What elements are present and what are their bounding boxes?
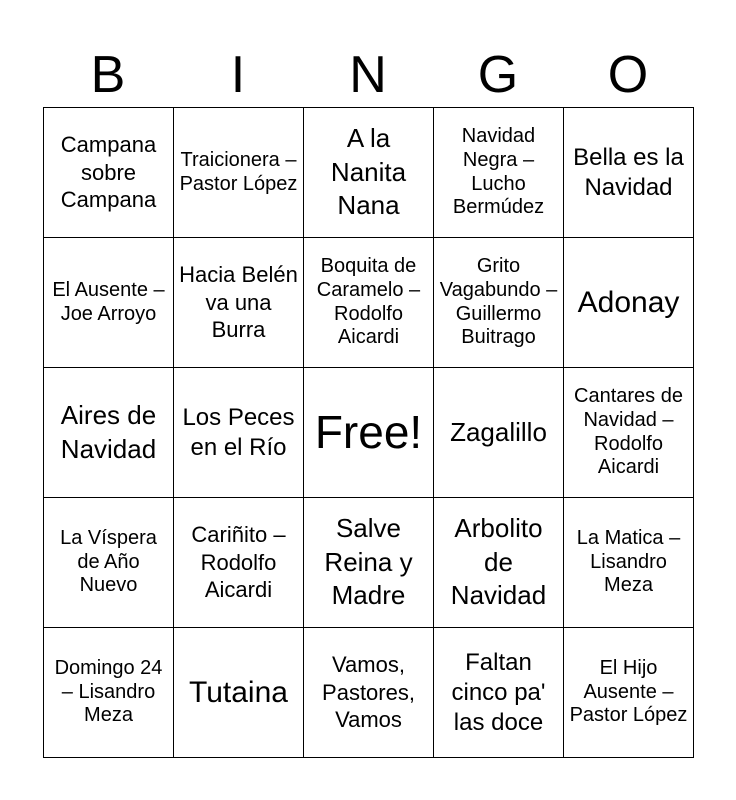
- bingo-cell: Salve Reina y Madre: [304, 498, 434, 628]
- board-row: [44, 628, 694, 758]
- bingo-cell: Faltan cinco pa' las doce: [434, 628, 564, 758]
- header-letter-i: I: [230, 46, 246, 104]
- bingo-cell: Grito Vagabundo – Guillermo Buitrago: [434, 238, 564, 368]
- header-letter-o: O: [607, 46, 649, 104]
- bingo-cell: Cantares de Navidad – Rodolfo Aicardi: [564, 368, 694, 498]
- board-row: [44, 238, 694, 368]
- bingo-cell: Navidad Negra – Lucho Bermúdez: [434, 108, 564, 238]
- bingo-cell: El Ausente – Joe Arroyo: [44, 238, 174, 368]
- bingo-cell: Cariñito – Rodolfo Aicardi: [174, 498, 304, 628]
- bingo-cell: Boquita de Caramelo – Rodolfo Aicardi: [304, 238, 434, 368]
- bingo-cell: A la Nanita Nana: [304, 108, 434, 238]
- bingo-cell: Traicionera – Pastor López: [174, 108, 304, 238]
- free-cell: Free!: [304, 368, 434, 498]
- header-letter-n: N: [349, 46, 387, 104]
- bingo-cell: Bella es la Navidad: [564, 108, 694, 238]
- bingo-cell: Arbolito de Navidad: [434, 498, 564, 628]
- bingo-cell: Los Peces en el Río: [174, 368, 304, 498]
- board-row: [44, 368, 694, 498]
- bingo-cell: Domingo 24 – Lisandro Meza: [44, 628, 174, 758]
- bingo-cell: Adonay: [564, 238, 694, 368]
- bingo-header: [43, 44, 693, 106]
- bingo-cell: Tutaina: [174, 628, 304, 758]
- bingo-cell: La Matica – Lisandro Meza: [564, 498, 694, 628]
- bingo-cell: El Hijo Ausente – Pastor López: [564, 628, 694, 758]
- header-letter-b: B: [90, 46, 126, 104]
- bingo-cell: La Víspera de Año Nuevo: [44, 498, 174, 628]
- board-row: [44, 108, 694, 238]
- bingo-cell: Vamos, Pastores, Vamos: [304, 628, 434, 758]
- bingo-cell: Aires de Navidad: [44, 368, 174, 498]
- bingo-cell: Campana sobre Campana: [44, 108, 174, 238]
- bingo-cell: Zagalillo: [434, 368, 564, 498]
- header-letter-g: G: [477, 46, 519, 104]
- board-row: [44, 498, 694, 628]
- bingo-board: [43, 107, 694, 758]
- bingo-cell: Hacia Belén va una Burra: [174, 238, 304, 368]
